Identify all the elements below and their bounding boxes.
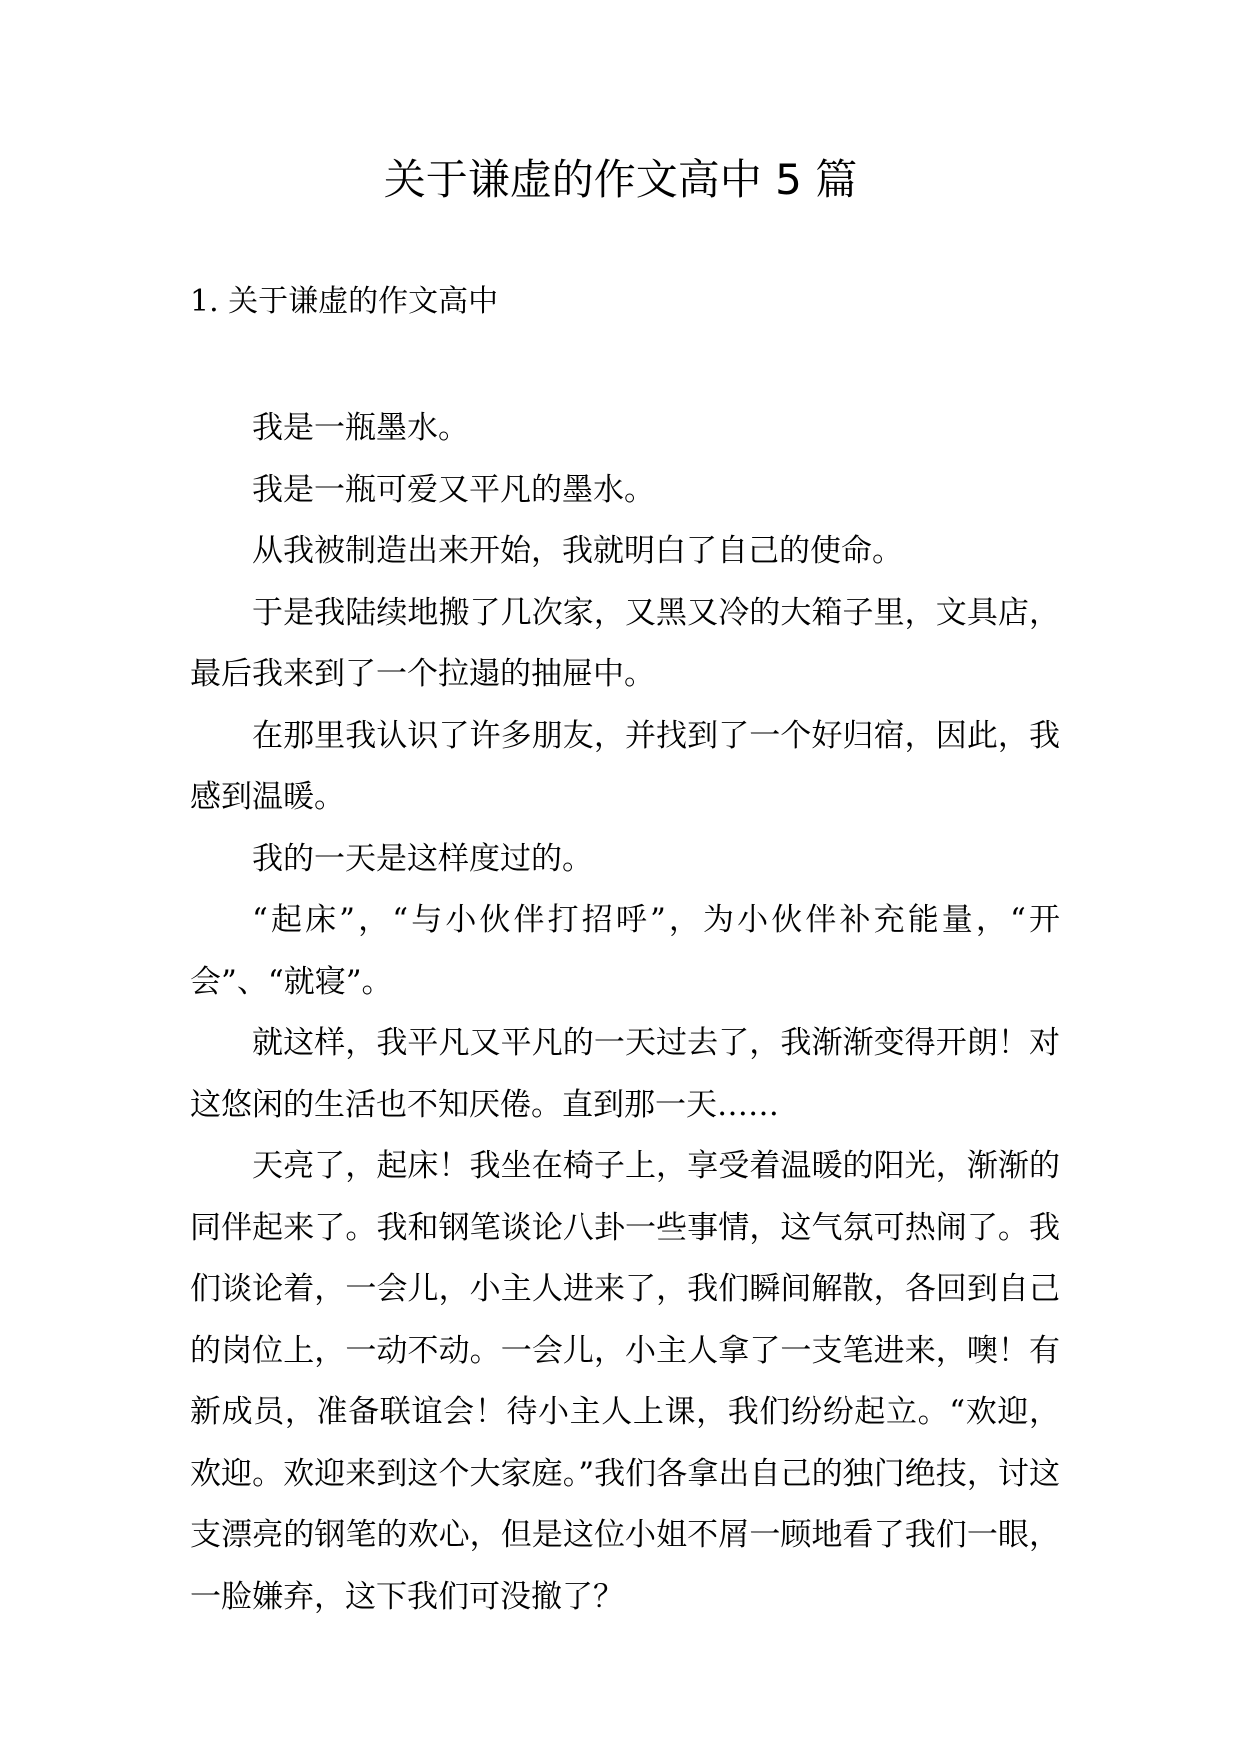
essay-body xyxy=(190,398,1060,1628)
paragraph: 天亮了，起床！我坐在椅子上，享受着温暖的阳光，渐渐的同伴起来了。我和钢笔谈论八卦一些事情，这气氛可热闹了。我们谈论着，一会儿，小主人进来了，我们瞬间解散，各回到自己的岗位上，一动不动。一会儿，小主人拿了一支笔进来，噢！有新成员，准备联谊会！待小主人上课，我们纷纷起立。“欢迎，欢迎。欢迎来到这个大家庭。”我们各拿出自己的独门绝技，讨这支漂亮的钢笔的欢心，但是这位小姐不屑一顾地看了我们一眼，一脸嫌弃，这下我们可没撤了？ xyxy=(190,1148,1060,1615)
paragraph: 我是一瓶墨水。 xyxy=(252,410,469,446)
paragraph: 我的一天是这样度过的。 xyxy=(252,840,593,877)
paragraph: “起床”，“与小伙伴打招呼”，为小伙伴补充能量，“开会”、“就寝”。 xyxy=(190,902,1060,1000)
document-title: 关于谦虚的作文高中 5 篇 xyxy=(383,155,858,204)
paragraph: 就这样，我平凡又平凡的一天过去了，我渐渐变得开朗！对这悠闲的生活也不知厌倦。直到那一天…… xyxy=(190,1025,1060,1123)
paragraph: 我是一瓶可爱又平凡的墨水。 xyxy=(252,471,655,508)
section-heading: 1. 关于谦虚的作文高中 xyxy=(190,284,499,319)
paragraph: 在那里我认识了许多朋友，并找到了一个好归宿，因此，我感到温暖。 xyxy=(190,717,1060,815)
paragraph: 从我被制造出来开始，我就明白了自己的使命。 xyxy=(252,533,903,569)
paragraph: 于是我陆续地搬了几次家，又黑又冷的大箱子里，文具店，最后我来到了一个拉遢的抽屉中。 xyxy=(190,594,1060,692)
